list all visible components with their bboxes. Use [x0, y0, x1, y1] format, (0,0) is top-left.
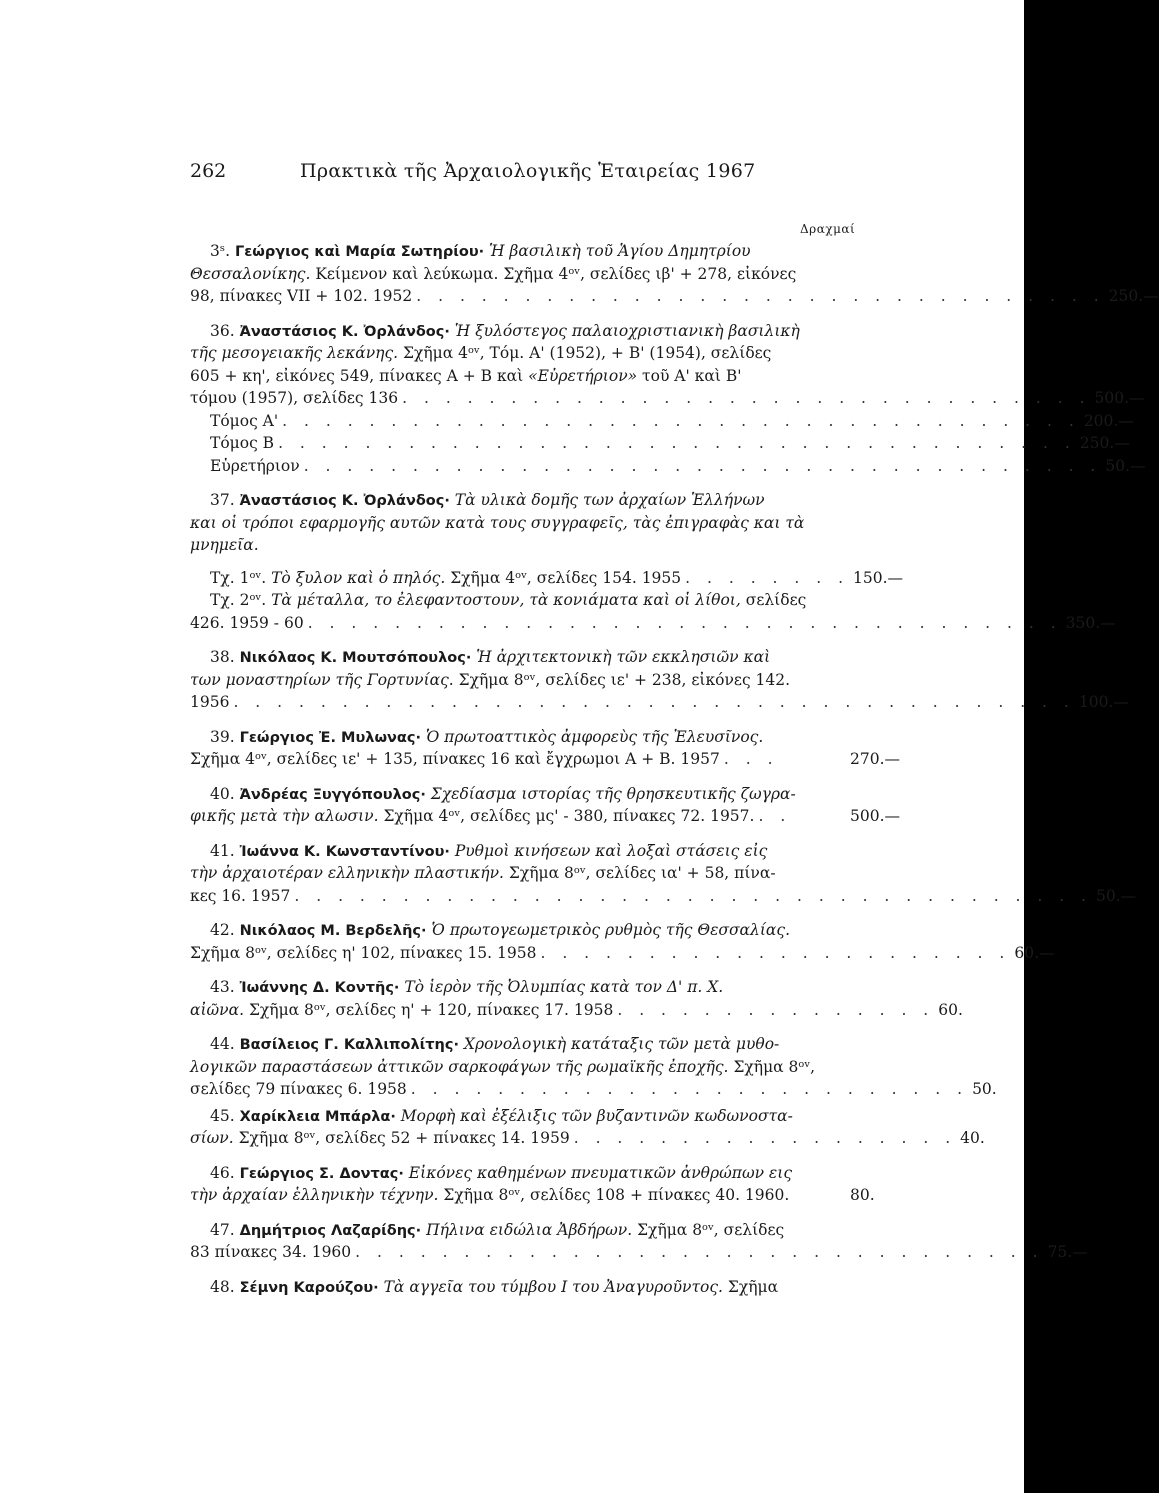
entry-number: 41. — [210, 841, 235, 860]
entry-title-cont: αἰῶνα. — [190, 1000, 245, 1019]
entry-number: 48. — [210, 1277, 235, 1296]
catalog-entry: 39. Γεώργιος Ἐ. Μυλωνας· Ὁ πρωτοαττικὸς ἀμφορεὺς τῆς Ἐλευσῖνος. Σχῆμα 4ᵒᵛ, σελίδες ιε' + 135, πίνακες 16 καὶ ἔγχρωμοι Α + Β. 1957 . . . 270.— — [190, 726, 850, 771]
catalog-entry: 3ˢ. Γεώργιος καὶ Μαρία Σωτηρίου· Ἡ βασιλικὴ τοῦ Ἁγίου Δημητρίου Θεσσαλονίκης. Κείμενον καὶ λεύκωμα. Σχῆμα 4ᵒᵛ, σελίδες ιβ' + 278, εἰκόνες 98, πίνακες VII + 102. 1952 . . . . . . . . . . . . . . . . . . . . . . . . . . . . . . . . 250.— — [190, 240, 850, 308]
entry-price: 500.— — [1094, 389, 1145, 407]
entry-author: Γεώργιος Ἐ. Μυλωνας· — [239, 729, 421, 746]
entry-number: 38. — [210, 648, 235, 666]
entry-title: Χρονολογικὴ κατάταξις τῶν μετὰ μυθο- — [463, 1035, 780, 1053]
entry-details: σελίδες 79 πίνακες 6. 1958 — [190, 1080, 407, 1098]
catalog-entry: 40. Ἀνδρέας Ξυγγόπουλος· Σχεδίασμα ιστορίας τῆς θρησκευτικῆς ζωγρα- φικῆς μετὰ τὴν αλωσιν. Σχῆμα 4ᵒᵛ, σελίδες μς' - 380, πίνακες 72. 1957. . . 500.— — [190, 783, 850, 828]
entry-price: 75.— — [1047, 1243, 1088, 1261]
catalog-entry: 44. Βασίλειος Γ. Καλλιπολίτης· Χρονολογικὴ κατάταξις τῶν μετὰ μυθο- λογικῶν παραστάσεων ἀττικῶν σαρκοφάγων τῆς ρωμαϊκῆς ἐποχῆς. Σχῆμα 8ᵒᵛ, σελίδες 79 πίνακες 6. 1958 . . . . . . . . . . . . . . . . . . . . . . . . . . 50. — [190, 1033, 850, 1101]
volume-price: 250.— — [1079, 434, 1130, 452]
entry-details: Σχῆμα 8ᵒᵛ, — [733, 1057, 816, 1076]
volume-price: 200.— — [1083, 411, 1134, 430]
entry-details: Σχῆμα 8ᵒᵛ, σελίδες η' 102, πίνακες 15. 1958 — [190, 943, 537, 962]
entry-title: Εἰκόνες καθημένων πνευματικῶν ἀνθρώπων εις — [408, 1163, 793, 1182]
entry-details: τόμου (1957), σελίδες 136 — [190, 389, 399, 407]
entry-title: Τὰ αγγεῖα του τύμβου I του Ἀναγυροῦντος. — [383, 1277, 723, 1296]
entry-details: 605 + κη', εἰκόνες 549, πίνακες Α + Β καὶ — [190, 366, 524, 385]
entry-details: Σχῆμα 8ᵒᵛ, σελίδες — [637, 1220, 785, 1239]
entry-details: Σχῆμα 8ᵒᵛ, σελίδες ιε' + 238, εἰκόνες 142. — [458, 670, 791, 689]
entry-price: 60.— — [1014, 943, 1055, 962]
entry-price: 270.— — [850, 750, 901, 768]
entry-details: Σχῆμα 4ᵒᵛ, Τόμ. Α' (1952), + Β' (1954), σελίδες — [402, 344, 772, 362]
entry-author: Χαρίκλεια Μπάρλα· — [239, 1108, 396, 1125]
entry-price: 40. — [960, 1129, 985, 1147]
entry-details: Σχῆμα 8ᵒᵛ, σελίδες 52 + πίνακες 14. 1959 — [238, 1129, 570, 1147]
entry-title-cont: «Εὐρετήριον» — [528, 366, 638, 385]
entry-title-cont: τὴν ἀρχαιοτέραν ελληνικὴν πλαστικήν. — [190, 864, 504, 882]
entry-title-cont: σίων. — [190, 1129, 234, 1147]
catalog-entry — [190, 1162, 875, 1207]
entry-price: 50.— — [1096, 886, 1137, 905]
entry-details: τοῦ Α' καὶ Β' — [642, 366, 742, 385]
catalog-entry: 41. Ἰωάννα Κ. Κωνσταντίνου· Ρυθμοὶ κινήσεων καὶ λοξαὶ στάσεις εἰς τὴν ἀρχαιοτέραν ελληνικὴν πλαστικήν. Σχῆμα 8ᵒᵛ, σελίδες ια' + 58, πίνα- κες 16. 1957 . . . . . . . . . . . . . . . . . . . . . . . . . . . . . . . . . . . . . 50.— — [190, 840, 850, 908]
entry-title: Ὁ πρωτοαττικὸς ἀμφορεὺς τῆς Ἐλευσῖνος. — [425, 727, 764, 746]
entry-price: 500.— — [850, 807, 901, 825]
entry-author: Ἀνδρέας Ξυγγόπουλος· — [239, 786, 426, 803]
entry-author: Ἀναστάσιος Κ. Ὀρλάνδος· — [239, 493, 450, 509]
catalog-entry: 37. Ἀναστάσιος Κ. Ὀρλάνδος· Τὰ υλικὰ δομῆς των ἀρχαίων Ἑλλήνων και οἱ τρόποι εφαρμογῆς αυτῶν κατὰ τους συγγραφεῖς, τὰς ἐπιγραφὰς και τὰ μνημεῖα. Τχ. 1ᵒᵛ. Τὸ ξυλον καὶ ὁ πηλός. Σχῆμα 4ᵒᵛ, σελίδες 154. 1955 . . . . . . . . 150.— Τχ. 2ᵒᵛ. Τὰ μέταλλα, το ἐλεφαντοστουν, τὰ κονιάματα καὶ οἱ λίθοι, σελίδες 426. 1959 - 60 . . . . . . . . . . . . . . . . . . . . . . . . . . . . . . . . . . . 350.— — [190, 489, 850, 634]
volume-label: Τόμος Β — [210, 434, 275, 452]
volume-label: Τχ. 2ᵒᵛ. — [210, 591, 267, 609]
volume-label: Τχ. 1ᵒᵛ. — [210, 568, 267, 587]
catalog-entry — [190, 1276, 850, 1299]
entry-details: Σχῆμα 8ᵒᵛ, σελίδες η' + 120, πίνακες 17. 1958 — [248, 1000, 614, 1019]
entry-title-cont: μνημεῖα. — [190, 536, 259, 554]
entry-details: Σχῆμα 8ᵒᵛ, σελίδες 108 + πίνακες 40. 1960. — [443, 1186, 790, 1204]
entry-author: Νικόλαος Κ. Μουτσόπουλος· — [239, 650, 472, 666]
volume-title: Τὰ μέταλλα, το ἐλεφαντοστουν, τὰ κονιάματα καὶ οἱ λίθοι, — [271, 591, 741, 609]
running-title: Πρακτικὰ τῆς Ἀρχαιολογικῆς Ἑταιρείας 1967 — [300, 160, 756, 182]
entry-details: Σχῆμα 8ᵒᵛ, σελίδες ια' + 58, πίνα- — [508, 864, 776, 882]
volume-details: Σχῆμα 4ᵒᵛ, σελίδες 154. 1955 — [450, 568, 682, 587]
entry-details: Σχῆμα 4ᵒᵛ, σελίδες μς' - 380, πίνακες 72. 1957. — [383, 807, 755, 825]
price-column-label: Δραχμαί — [800, 222, 856, 236]
entry-number: 37. — [210, 491, 235, 509]
entry-details: 83 πίνακες 34. 1960 — [190, 1243, 352, 1261]
catalog-entry: 36. Ἀναστάσιος Κ. Ὀρλάνδος· Ἡ ξυλόστεγος παλαιοχριστιανικὴ βασιλικὴ τῆς μεσογειακῆς λεκάνης. Σχῆμα 4ᵒᵛ, Τόμ. Α' (1952), + Β' (1954), σελίδες 605 + κη', εἰκόνες 549, πίνακες Α + Β καὶ «Εὐρετήριον» τοῦ Α' καὶ Β' τόμου (1957), σελίδες 136 . . . . . . . . . . . . . . . . . . . . . . . . . . . . . . . . 500.— Τόμος Α' . . . . . . . . . . . . . . . . . . . . . . . . . . . . . . . . . . . . . 200.— Τόμος Β . . . . . . . . . . . . . . . . . . . . . . . . . . . . . . . . . . . . . 250.— Εὑρετήριον . . . . . . . . . . . . . . . . . . . . . . . . . . . . . . . . . . . . . 50.— — [190, 320, 850, 478]
entry-title: Τὰ υλικὰ δομῆς των ἀρχαίων Ἑλλήνων — [454, 491, 765, 509]
volume-label: Τόμος Α' — [210, 411, 279, 430]
page-number: 262 — [190, 160, 227, 182]
catalog-entry: 38. Νικόλαος Κ. Μουτσόπουλος· Ἡ ἀρχιτεκτονικὴ τῶν εκκλησιῶν καὶ των μοναστηρίων τῆς Γορτυνίας. Σχῆμα 8ᵒᵛ, σελίδες ιε' + 238, εἰκόνες 142. 1956 . . . . . . . . . . . . . . . . . . . . . . . . . . . . . . . . . . . . . . . 100.— — [190, 646, 850, 714]
volume-title: Τὸ ξυλον καὶ ὁ πηλός. — [271, 568, 446, 587]
volume-details: 426. 1959 - 60 — [190, 613, 304, 632]
entry-details: Σχῆμα — [727, 1277, 779, 1296]
entry-number: 40. — [210, 784, 235, 803]
entry-number: 3ˢ. — [210, 242, 231, 260]
entry-details: κες 16. 1957 — [190, 886, 291, 905]
entry-title: Ὁ πρωτογεωμετρικὸς ρυθμὸς τῆς Θεσσαλίας. — [431, 921, 791, 939]
entry-title-cont: λογικῶν παραστάσεων ἀττικῶν σαρκοφάγων τῆς ρωμαϊκῆς ἐποχῆς. — [190, 1057, 729, 1076]
volume-label: Εὑρετήριον — [210, 456, 300, 475]
entry-author: Νικόλαος Μ. Βερδελῆς· — [239, 923, 427, 939]
entry-title-cont: τὴν ἀρχαίαν ἑλληνικὴν τέχνην. — [190, 1186, 439, 1204]
volume-details: σελίδες — [745, 591, 807, 609]
catalog-entry: 47. Δημήτριος Λαζαρίδης· Πήλινα ειδώλια Ἀβδήρων. Σχῆμα 8ᵒᵛ, σελίδες 83 πίνακες 34. 1960 . . . . . . . . . . . . . . . . . . . . . . . . . . . . . . . . 75.— — [190, 1219, 850, 1264]
entry-author: Ἰωάννα Κ. Κωνσταντίνου· — [239, 843, 450, 860]
entry-title-cont: και οἱ τρόποι εφαρμογῆς αυτῶν κατὰ τους συγγραφεῖς, τὰς ἐπιγραφὰς και τὰ — [190, 513, 805, 532]
entry-number: 45. — [210, 1106, 235, 1125]
entry-author: Ἰωάννης Δ. Κοντῆς· — [239, 980, 400, 996]
catalog-entry: 43. Ἰωάννης Δ. Κοντῆς· Τὸ ἱερὸν τῆς Ὀλυμπίας κατὰ τον Δ' π. Χ. αἰῶνα. Σχῆμα 8ᵒᵛ, σελίδες η' + 120, πίνακες 17. 1958 . . . . . . . . . . . . . . . 60. — [190, 976, 850, 1021]
entry-title-cont: των μοναστηρίων τῆς Γορτυνίας. — [190, 670, 454, 689]
entry-price: 100.— — [1078, 693, 1129, 711]
entry-price: 80. — [850, 1186, 875, 1204]
entry-price: 250.— — [1108, 287, 1159, 305]
entry-author: Σέμνη Καρούζου· — [239, 1279, 379, 1296]
entry-title-cont: τῆς μεσογειακῆς λεκάνης. — [190, 344, 399, 362]
entry-details: 98, πίνακες VII + 102. 1952 — [190, 287, 413, 305]
catalog-entry: 42. Νικόλαος Μ. Βερδελῆς· Ὁ πρωτογεωμετρικὸς ρυθμὸς τῆς Θεσσαλίας. Σχῆμα 8ᵒᵛ, σελίδες η' 102, πίνακες 15. 1958 . . . . . . . . . . . . . . . . . . . . . . 60.— — [190, 919, 850, 964]
entry-title-cont: Θεσσαλονίκης. — [190, 264, 311, 283]
entry-number: 46. — [210, 1163, 235, 1182]
volume-price: 350.— — [1065, 613, 1116, 632]
entry-number: 47. — [210, 1220, 235, 1239]
volume-price: 150.— — [853, 568, 904, 587]
entry-title-cont: φικῆς μετὰ τὴν αλωσιν. — [190, 807, 379, 825]
entry-number: 43. — [210, 978, 235, 996]
entry-title: Ἡ ἀρχιτεκτονικὴ τῶν εκκλησιῶν καὶ — [476, 648, 771, 666]
entry-title: Πήλινα ειδώλια Ἀβδήρων. — [426, 1220, 633, 1239]
entry-title: Τὸ ἱερὸν τῆς Ὀλυμπίας κατὰ τον Δ' π. Χ. — [404, 978, 724, 996]
entry-author: Δημήτριος Λαζαρίδης· — [239, 1222, 422, 1239]
entry-title: Σχεδίασμα ιστορίας τῆς θρησκευτικῆς ζωγρα- — [430, 784, 796, 803]
entry-author: Γεώργιος Σ. Δοντας· — [239, 1165, 404, 1182]
entry-author: Ἀναστάσιος Κ. Ὀρλάνδος· — [239, 323, 450, 340]
catalog-entry: 45. Χαρίκλεια Μπάρλα· Μορφὴ καὶ ἐξέλιξις τῶν βυζαντινῶν κωδωνοστα- σίων. Σχῆμα 8ᵒᵛ, σελίδες 52 + πίνακες 14. 1959 . . . . . . . . . . . . . . . . . . 40. — [190, 1105, 850, 1150]
entry-price: 50. — [972, 1080, 997, 1098]
entry-details: 1956 — [190, 693, 230, 711]
entry-number: 36. — [210, 321, 235, 340]
entry-title: Ἡ βασιλικὴ τοῦ Ἁγίου Δημητρίου — [489, 242, 751, 260]
entry-details: Σχῆμα 4ᵒᵛ, σελίδες ιε' + 135, πίνακες 16 καὶ ἔγχρωμοι Α + Β. 1957 — [190, 750, 720, 768]
entry-title: Μορφὴ καὶ ἐξέλιξις τῶν βυζαντινῶν κωδωνοστα- — [400, 1106, 793, 1125]
catalog-list — [190, 240, 1159, 1310]
entry-title: Ἡ ξυλόστεγος παλαιοχριστιανικὴ βασιλικὴ — [454, 321, 800, 340]
volume-price: 50.— — [1105, 456, 1146, 475]
entry-details: Κείμενον καὶ λεύκωμα. Σχῆμα 4ᵒᵛ, σελίδες ιβ' + 278, εἰκόνες — [315, 264, 797, 283]
entry-author: Βασίλειος Γ. Καλλιπολίτης· — [239, 1037, 459, 1053]
entry-number: 42. — [210, 921, 235, 939]
entry-author: Γεώργιος καὶ Μαρία Σωτηρίου· — [234, 244, 485, 260]
entry-number: 39. — [210, 727, 235, 746]
entry-number: 44. — [210, 1035, 235, 1053]
entry-price: 60. — [938, 1000, 963, 1019]
entry-title: Ρυθμοὶ κινήσεων καὶ λοξαὶ στάσεις εἰς — [454, 841, 768, 860]
